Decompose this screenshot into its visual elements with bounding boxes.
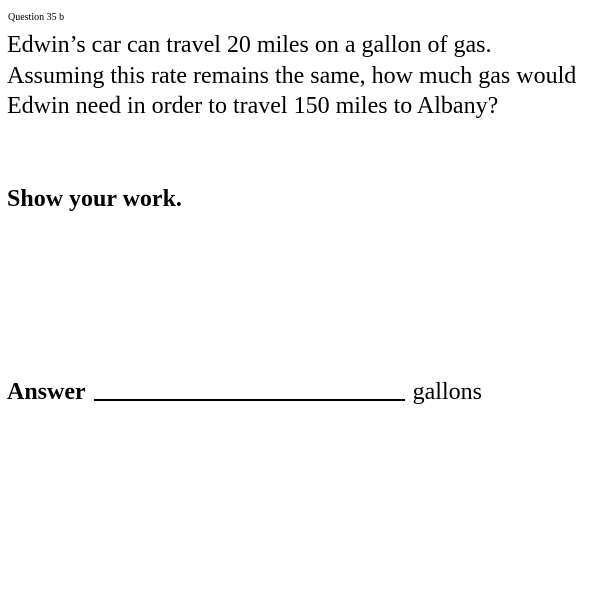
question-prompt: Edwin’s car can travel 20 miles on a gallon of gas. Assuming this rate remains the same, how much gas would Edwin need in order to travel 150 miles to Albany? — [7, 32, 577, 119]
answer-blank-line[interactable] — [94, 373, 405, 401]
question-number-label: Question 35 b — [8, 12, 65, 23]
show-work-instruction: Show your work. — [7, 186, 182, 212]
answer-row — [7, 371, 482, 407]
answer-unit-label: gallons — [412, 379, 482, 405]
answer-label: Answer — [7, 379, 86, 405]
